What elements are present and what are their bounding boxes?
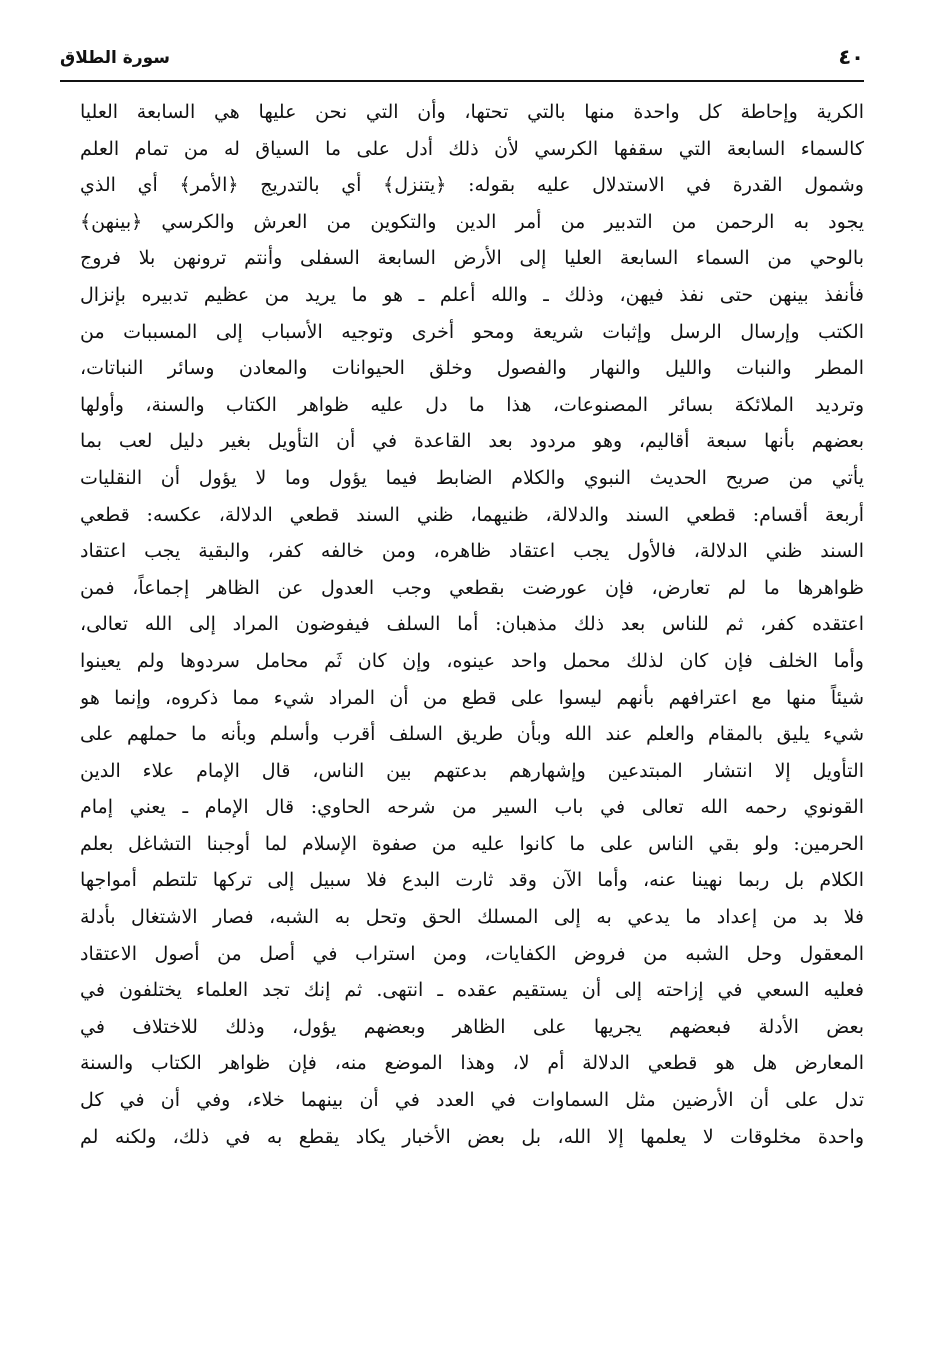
page-number: ٤٠ (838, 45, 864, 69)
text-line: يأتي من صريح الحديث النبوي والكلام الضابط فيما يؤول وما لا يؤول أن النقليات (80, 466, 864, 489)
text-line: الحرمين: ولو بقي الناس على ما كانوا عليه من صفوة الإسلام لما أوجبنا التشاغل بعلم (80, 832, 864, 855)
text-line: الكرية وإحاطة كل واحدة منها بالتي تحتها، وأن التي نحن عليها هي السابعة العليا (80, 101, 864, 123)
text-line: يجود به الرحمن من التدبير من أمر الدين والتكوين من العرش والكرسي ﴿بينهن﴾ (80, 210, 864, 233)
page-header (60, 40, 864, 80)
text-line: التأويل إلا انتشار المبتدعين وإشهارهم بدعتهم بين الناس، قال الإمام علاء الدين (80, 759, 864, 782)
text-line: المعارض هل هو قطعي الدلالة أم لا، وهذا الموضع منه، فإن ظواهر الكتاب والسنة (80, 1052, 864, 1075)
text-line: وأما الخلف فإن كان لذلك محمل واحد عينوه، وإن كان ثَم محامل سردوها ولم يعينوا (80, 649, 864, 672)
text-line: المطر والنبات والليل والنهار والفصول وخلق الحيوانات والمعادن وسائر النباتات، (80, 357, 864, 380)
text-line: بالوحي من السماء السابعة العليا إلى الأرض السابعة السفلى وأنتم ترونهن بلا فروج (80, 247, 864, 270)
text-line: شيء يليق بالمقام والعلم عند الله وبأن طريق السلف أقرب وأسلم وبأنه ما حملهم على (80, 723, 864, 746)
text-line: اعتقده كفر، ثم للناس بعد ذلك مذهبان: أما السلف فيفوضون المراد إلى الله تعالى، (80, 613, 864, 636)
text-line: المعقول وحل الشبه من فروض الكفايات، ومن استراب في أصل من أصول الاعتقاد (80, 942, 864, 965)
text-line: أربعة أقسام: قطعي السند والدلالة، ظنيهما، ظني السند قطعي الدلالة، عكسه: قطعي (80, 503, 864, 526)
text-line: كالسماء السابعة التي سقفها الكرسي لأن ذلك أدل على ما السياق له من تمام العلم (80, 137, 864, 160)
text-line: فعليه السعي في إزاحته إلى أن يستقيم عقده ـ انتهى. ثم إنك تجد العلماء يختلفون في (80, 979, 864, 1002)
text-line: شيئاً منها مع اعترافهم بأنهم ليسوا على قطع من أن المراد شيء مما ذكروه، وإنما هو (80, 686, 864, 709)
text-line: وترديد الملائكة بسائر المصنوعات، هذا ما دل عليه ظواهر الكتاب والسنة، وأولها (80, 393, 864, 416)
text-line: الكتب وإرسال الرسل وإثبات شريعة ومحو أخرى وتوجيه الأسباب إلى المسببات من (80, 320, 864, 343)
text-line: تدل على أن الأرضين مثل السماوات في العدد في أن بينهما خلاء، وفي أن في كل (80, 1089, 864, 1112)
text-line: بعض الأدلة فبعضهم يجريها على الظاهر وبعضهم يؤول، وذلك للاختلاف في (80, 1015, 864, 1038)
text-line: فلا بد من إعداد ما يدعي به إلى المسلك الحق وتحل به الشبه، فصار الاشتغال بأدلة (80, 906, 864, 929)
text-line: السند ظني الدلالة، فالأول يجب اعتقاد ظاهره، ومن خالفه كفر، والبقية يجب اعتقاد (80, 540, 864, 563)
text-line: بعضهم بأنها سبعة أقاليم، وهو مردود بعد القاعدة في أن التأويل بغير دليل لعب بما (80, 430, 864, 453)
running-title: سورة الطلاق (60, 48, 170, 68)
header-divider (60, 80, 864, 82)
text-line: ظواهرها ما لم تعارض، فإن عورضت بقطعي وجب العدول عن الظاهر إجماعاً، فمن (80, 576, 864, 599)
text-line: القونوي رحمه الله تعالى في باب السير من شرحه الحاوي: قال الإمام ـ يعني إمام (80, 796, 864, 819)
text-line: واحدة مخلوقات لا يعلمها إلا الله، بل بعض الأخبار يكاد يقطع به في ذلك، ولكنه لم (80, 1125, 864, 1148)
text-line: فأنفذ بينهن حتى نفذ فيهن، وذلك ـ والله أعلم ـ هو ما يريد من عظيم تدبيره بإنزال (80, 283, 864, 306)
body-text (80, 94, 864, 1155)
text-line: الكلام بل ربما نهينا عنه، وأما الآن وقد ثارت البدع فلا سبيل إلى تركها تلتطم أمواجها (80, 869, 864, 892)
text-line: وشمول القدرة في الاستدلال عليه بقوله: ﴿يتنزل﴾ أي بالتدريج ﴿الأمر﴾ أي الذي (80, 174, 864, 197)
